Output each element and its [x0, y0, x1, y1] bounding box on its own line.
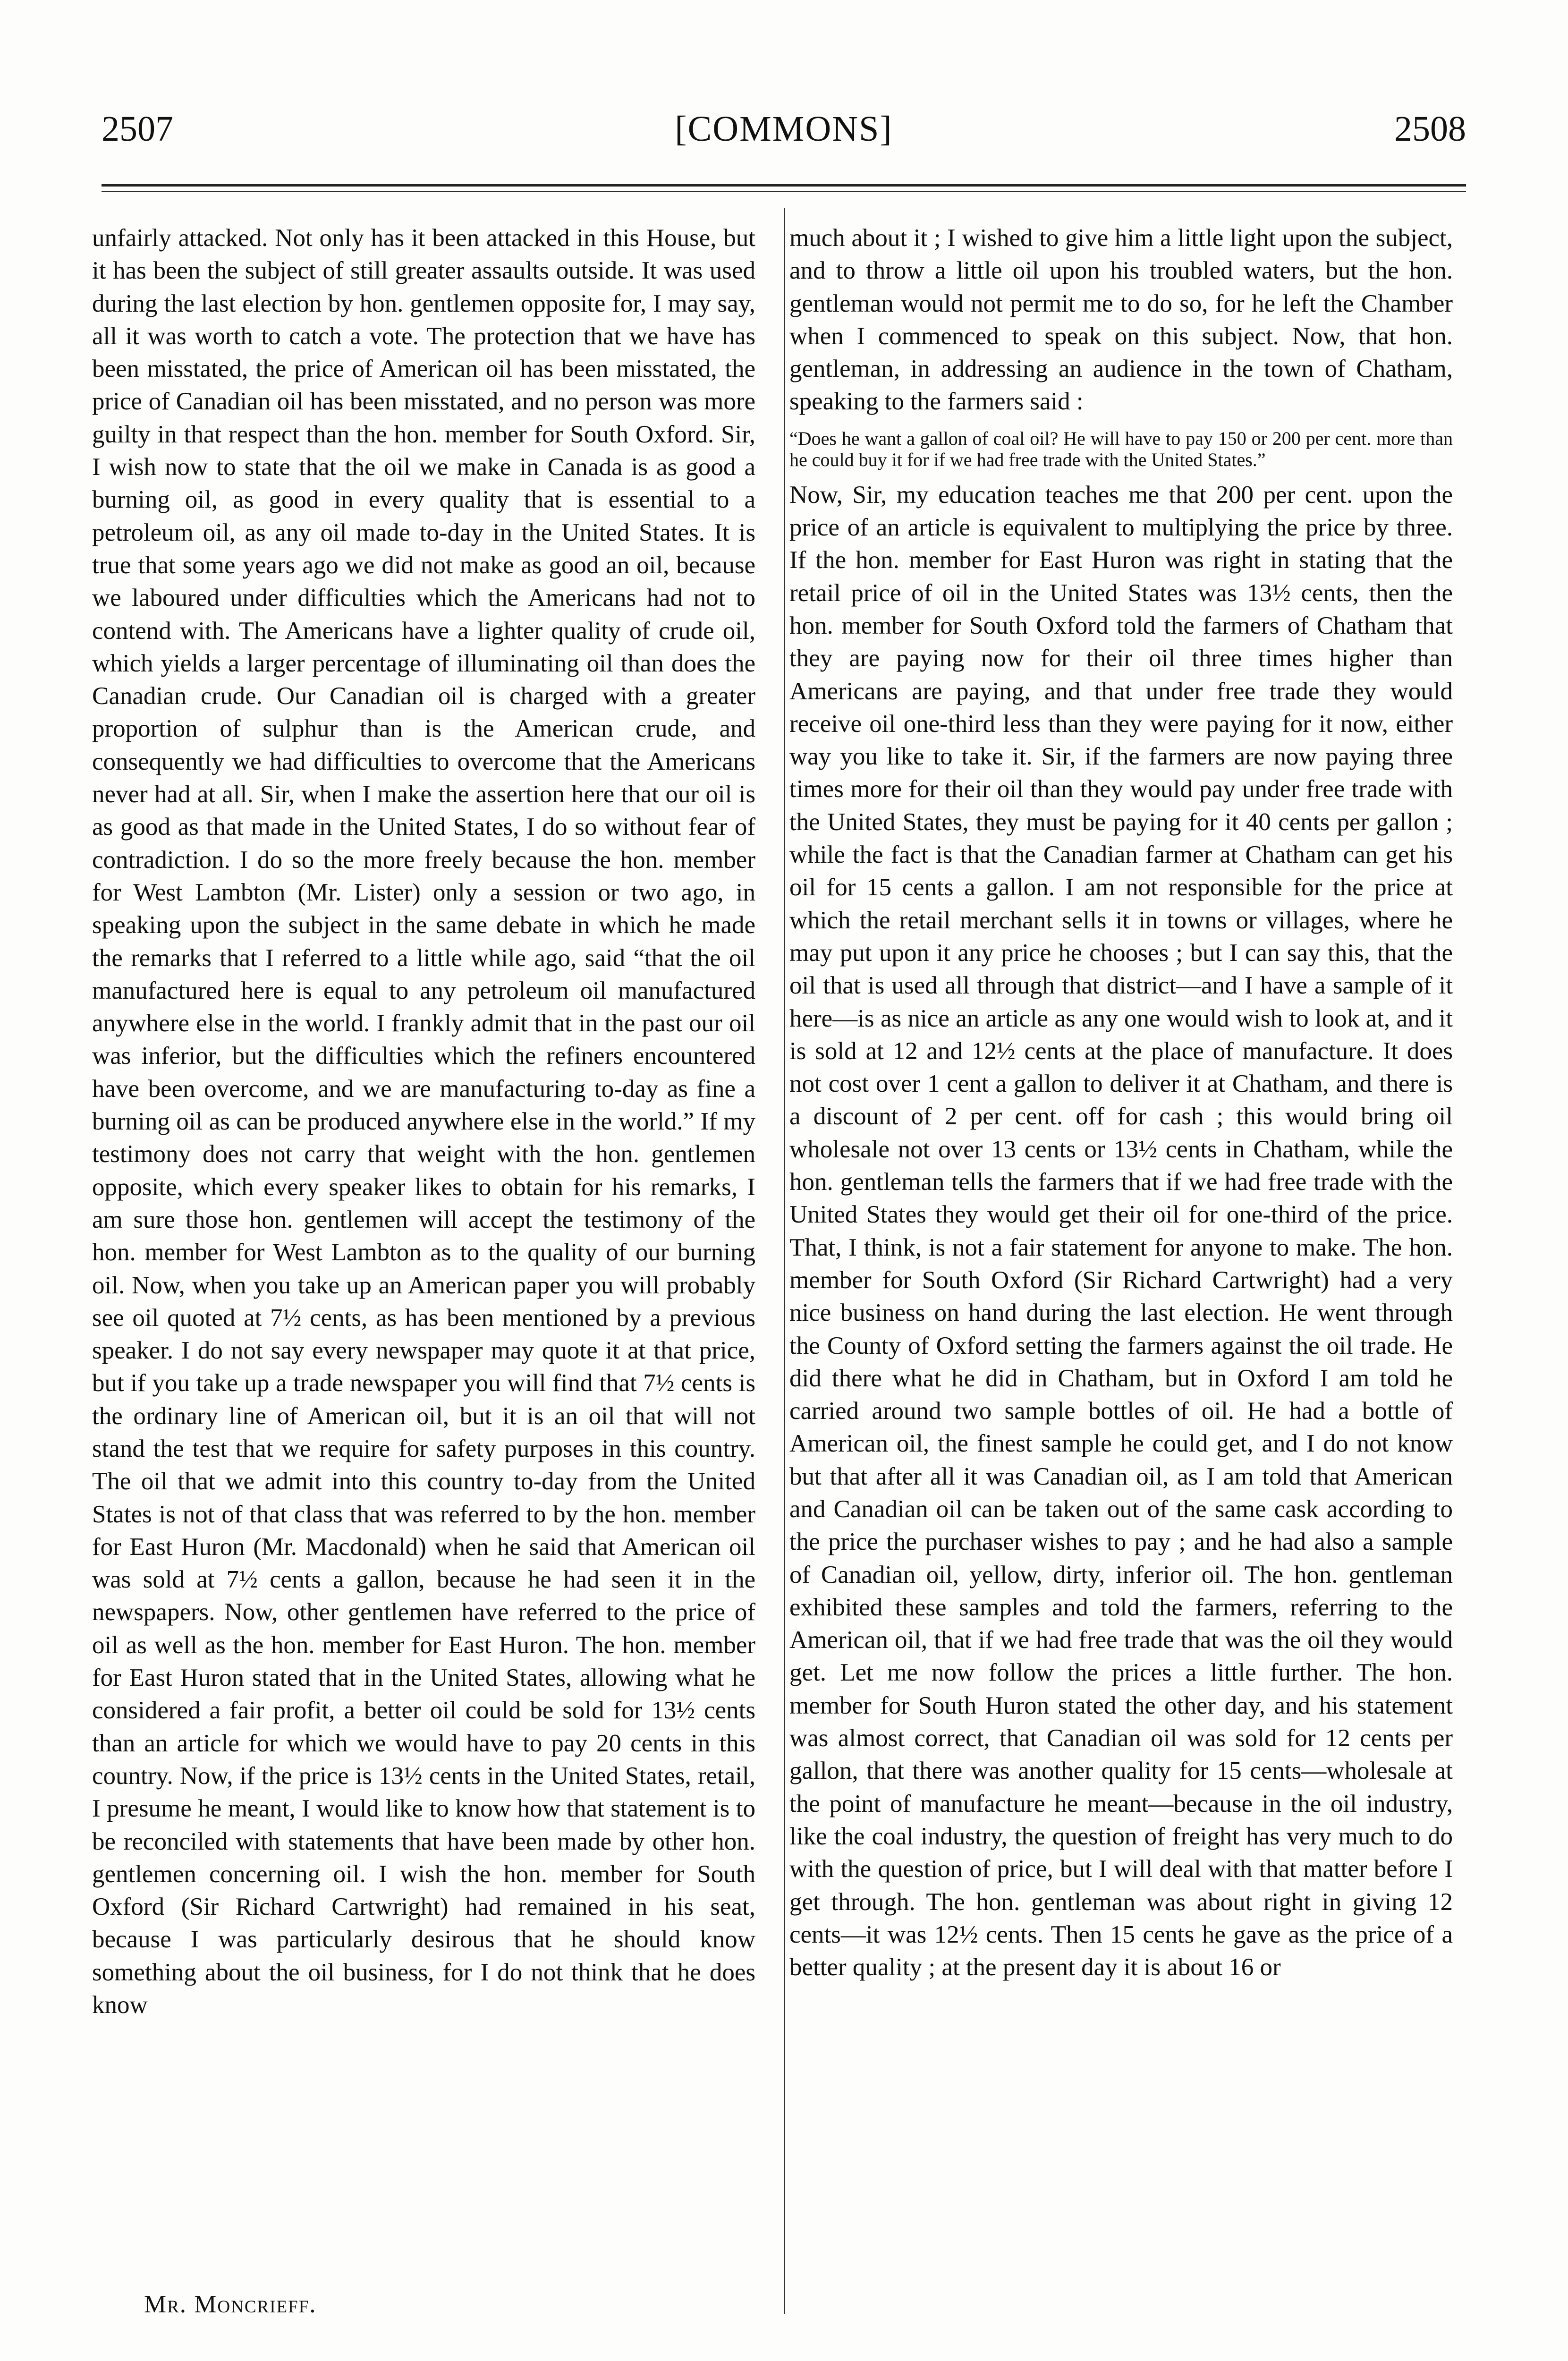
- page-number-right: 2508: [1394, 109, 1466, 149]
- header-rule-thick: [102, 184, 1466, 187]
- left-column-paragraph: unfairly attacked. Not only has it been attacked in this House, but it has been the subject of still greater assaults outside. It was used during the last election by hon. gentlemen opposite for, I may say, all it was worth to catch a vote. The protection that we have has been misstated, the price of American oil has been misstated, the price of Canadian oil has been misstated, and no person was more guilty in that respect than the hon. member for South Oxford. Sir, I wish now to state that the oil we make in Canada is as good a burning oil, as good in every quality that is essential to a petroleum oil, as any oil made to-day in the United States. It is true that some years ago we did not make as good an oil, because we laboured under difficulties which the Americans had not to contend with. The Americans have a lighter quality of crude oil, which yields a larger percentage of illuminating oil than does the Canadian crude. Our Canadian oil is charged with a greater proportion of sulphur than is the American crude, and consequently we had difficulties to overcome that the Americans never had at all. Sir, when I make the assertion here that our oil is as good as that made in the United States, I do so without fear of contradiction. I do so the more freely because the hon. member for West Lambton (Mr. Lister) only a session or two ago, in speaking upon the subject in the same debate in which he made the remarks that I referred to a little while ago, said “that the oil manufactured here is equal to any petroleum oil manufactured anywhere else in the world. I frankly admit that in the past our oil was inferior, but the difficulties which the refiners encountered have been overcome, and we are manufacturing to-day as fine a burning oil as can be produced anywhere else in the world.” If my testimony does not carry that weight with the hon. gentlemen opposite, which every speaker likes to obtain for his remarks, I am sure those hon. gentlemen will accept the testimony of the hon. member for West Lambton as to the quality of our burning oil. Now, when you take up an American paper you will probably see oil quoted at 7½ cents, as has been mentioned by a previous speaker. I do not say every newspaper may quote it at that price, but if you take up a trade newspaper you will find that 7½ cents is the ordinary line of American oil, but it is an oil that will not stand the test that we require for safety purposes in this country. The oil that we admit into this country to-day from the United States is not of that class that was referred to by the hon. member for East Huron (Mr. Macdonald) when he said that American oil was sold at 7½ cents a gallon, because he had seen it in the newspapers. Now, other gentlemen have referred to the price of oil as well as the hon. member for East Huron. The hon. member for East Huron stated that in the United States, allowing what he considered a fair profit, a better oil could be sold for 13½ cents than an article for which we would have to pay 20 cents in this country. Now, if the price is 13½ cents in the United States, retail, I presume he meant, I would like to know how that statement is to be reconciled with statements that have been made by other hon. gentlemen concerning oil. I wish the hon. member for South Oxford (Sir Richard Cartwright) had remained in his seat, because I was particularly desirous that he should know something about the oil business, for I do not think that he does know: [92, 224, 755, 2019]
- column-divider: [784, 208, 785, 2314]
- page-header: [102, 109, 1466, 165]
- right-column-paragraph-before-quote: much about it ; I wished to give him a little light upon the subject, and to throw a little oil upon his troubled waters, but the hon. gentleman would not permit me to do so, for he left the Chamber when I commenced to speak on this subject. Now, that hon. gentleman, in addressing an audience in the town of Chatham, speaking to the farmers said :: [789, 224, 1453, 416]
- speaker-signature: Mr. Moncrieff.: [144, 2291, 317, 2318]
- block-quote: “Does he want a gallon of coal oil? He will have to pay 150 or 200 per cent. more than he could buy it for if we had free trade with the United States.”: [789, 427, 1453, 470]
- header-rule-thin: [102, 191, 1466, 192]
- running-title: [COMMONS]: [675, 109, 893, 149]
- left-column: [92, 222, 755, 2021]
- page-number-left: 2507: [102, 109, 173, 149]
- right-column: [789, 222, 1453, 1984]
- right-column-paragraph-after-quote: Now, Sir, my education teaches me that 200 per cent. upon the price of an article is equivalent to multiplying the price by three. If the hon. member for East Huron was right in stating that the retail price of oil in the United States was 13½ cents, then the hon. member for South Oxford told the farmers of Chatham that they are paying now for their oil three times higher than Americans are paying, and that under free trade they would receive oil one-third less than they were paying for it now, either way you like to take it. Sir, if the farmers are now paying three times more for their oil than they would pay under free trade with the United States, they must be paying for it 40 cents per gallon ; while the fact is that the Canadian farmer at Chatham can get his oil for 15 cents a gallon. I am not responsible for the price at which the retail merchant sells it in towns or villages, where he may put upon it any price he chooses ; but I can say this, that the oil that is used all through that district—and I have a sample of it here—is as nice an article as any one would wish to look at, and it is sold at 12 and 12½ cents at the place of manufacture. It does not cost over 1 cent a gallon to deliver it at Chatham, and there is a discount of 2 per cent. off for cash ; this would bring oil wholesale not over 13 cents or 13½ cents in Chatham, while the hon. gentleman tells the farmers that if we had free trade with the United States they would get their oil for one-third of the price. That, I think, is not a fair statement for anyone to make. The hon. member for South Oxford (Sir Richard Cartwright) had a very nice business on hand during the last election. He went through the County of Oxford setting the farmers against the oil trade. He did there what he did in Chatham, but in Oxford I am told he carried around two sample bottles of oil. He had a bottle of American oil, the finest sample he could get, and I do not know but that after all it was Canadian oil, as I am told that American and Canadian oil can be taken out of the same cask according to the price the purchaser wishes to pay ; and he had also a sample of Canadian oil, yellow, dirty, inferior oil. The hon. gentleman exhibited these samples and told the farmers, referring to the American oil, that if we had free trade that was the oil they would get. Let me now follow the prices a little further. The hon. member for South Huron stated the other day, and his statement was almost correct, that Canadian oil was sold for 12 cents per gallon, that there was another quality for 15 cents—wholesale at the point of manufacture he meant—because in the oil industry, like the coal industry, the question of freight has very much to do with the question of price, but I will deal with that matter before I get through. The hon. gentleman was about right in giving 12 cents—it was 12½ cents. Then 15 cents he gave as the price of a better quality ; at the present day it is about 16 or: [789, 481, 1453, 1981]
